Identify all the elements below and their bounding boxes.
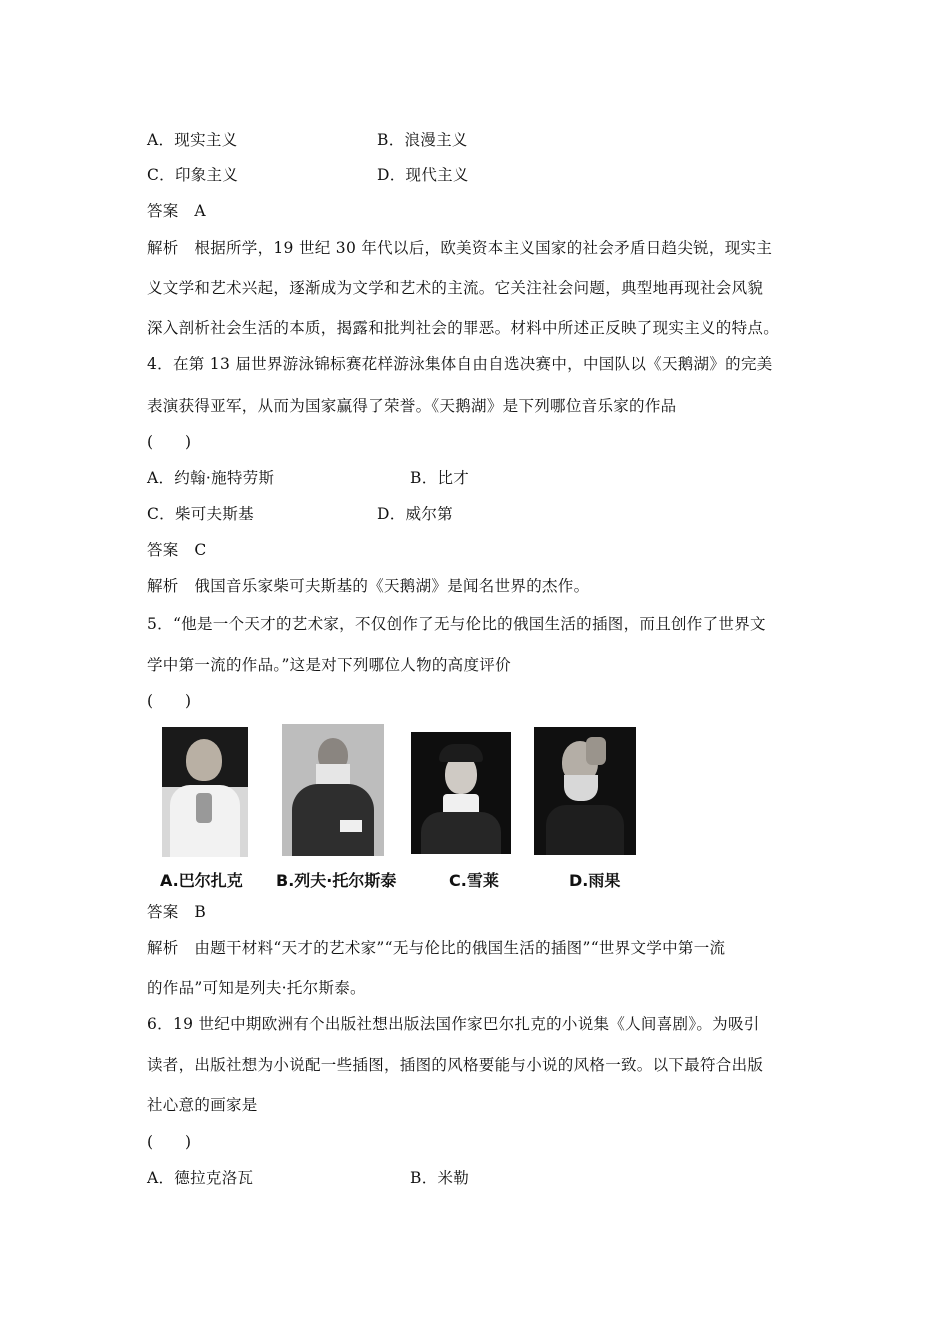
q3-analysis-line-3: 深入剖析社会生活的本质，揭露和批判社会的罪恶。材料中所述正反映了现实主义的特点。 [147,319,780,337]
q6-option-b: B．米勒 [410,1169,470,1187]
q3-answer: 答案 A [147,202,206,220]
caption-d: D.雨果 [569,871,621,890]
q5-stem-line-1: 5．“他是一个天才的艺术家，不仅创作了无与伦比的俄国生活的插图，而且创作了世界文 [147,615,766,633]
portrait-shelley [411,732,511,854]
q4-option-d: D．威尔第 [377,505,453,523]
q6-paren: ( ) [147,1133,192,1151]
q4-paren: ( ) [147,433,192,451]
q3-option-c: C．印象主义 [147,166,239,184]
q4-answer: 答案 C [147,541,207,559]
q6-stem-line-2: 读者，出版社想为小说配一些插图，插图的风格要能与小说的风格一致。以下最符合出版 [147,1056,764,1074]
q3-option-b: B．浪漫主义 [377,131,468,149]
q4-analysis: 解析 俄国音乐家柴可夫斯基的《天鹅湖》是闻名世界的杰作。 [147,577,590,595]
q4-stem-line-1: 4．在第 13 届世界游泳锦标赛花样游泳集体自由自选决赛中，中国队以《天鹅湖》的完美 [147,355,773,373]
q5-paren: ( ) [147,692,192,710]
caption-a: A.巴尔扎克 [160,871,243,890]
q4-option-a: A．约翰·施特劳斯 [147,469,275,487]
q5-analysis-line-1: 解析 由题干材料“天才的艺术家”“无与伦比的俄国生活的插图”“世界文学中第一流 [147,939,726,957]
portrait-hugo [534,727,636,855]
portrait-balzac [162,727,248,857]
q6-option-a: A．德拉克洛瓦 [147,1169,254,1187]
q3-analysis-line-2: 义文学和艺术兴起，逐渐成为文学和艺术的主流。它关注社会问题，典型地再现社会风貌 [147,279,764,297]
q5-analysis-line-2: 的作品”可知是列夫·托尔斯泰。 [147,979,366,997]
q5-answer: 答案 B [147,903,207,921]
q4-option-c: C．柴可夫斯基 [147,505,254,523]
q6-stem-line-1: 6．19 世纪中期欧洲有个出版社想出版法国作家巴尔扎克的小说集《人间喜剧》。为吸引 [147,1015,760,1033]
q3-option-d: D．现代主义 [377,166,469,184]
portrait-tolstoy [282,724,384,856]
caption-b: B.列夫·托尔斯泰 [276,871,397,890]
q4-option-b: B．比才 [410,469,470,487]
q4-stem-line-2: 表演获得亚军，从而为国家赢得了荣誉。《天鹅湖》是下列哪位音乐家的作品 [147,397,677,415]
caption-c: C.雪莱 [449,871,499,890]
q3-option-a: A．现实主义 [147,131,238,149]
q6-stem-line-3: 社心意的画家是 [147,1096,258,1114]
q3-analysis-line-1: 解析 根据所学，19 世纪 30 年代以后，欧美资本主义国家的社会矛盾日趋尖锐，现实主 [147,239,773,257]
q5-stem-line-2: 学中第一流的作品。”这是对下列哪位人物的高度评价 [147,656,511,674]
